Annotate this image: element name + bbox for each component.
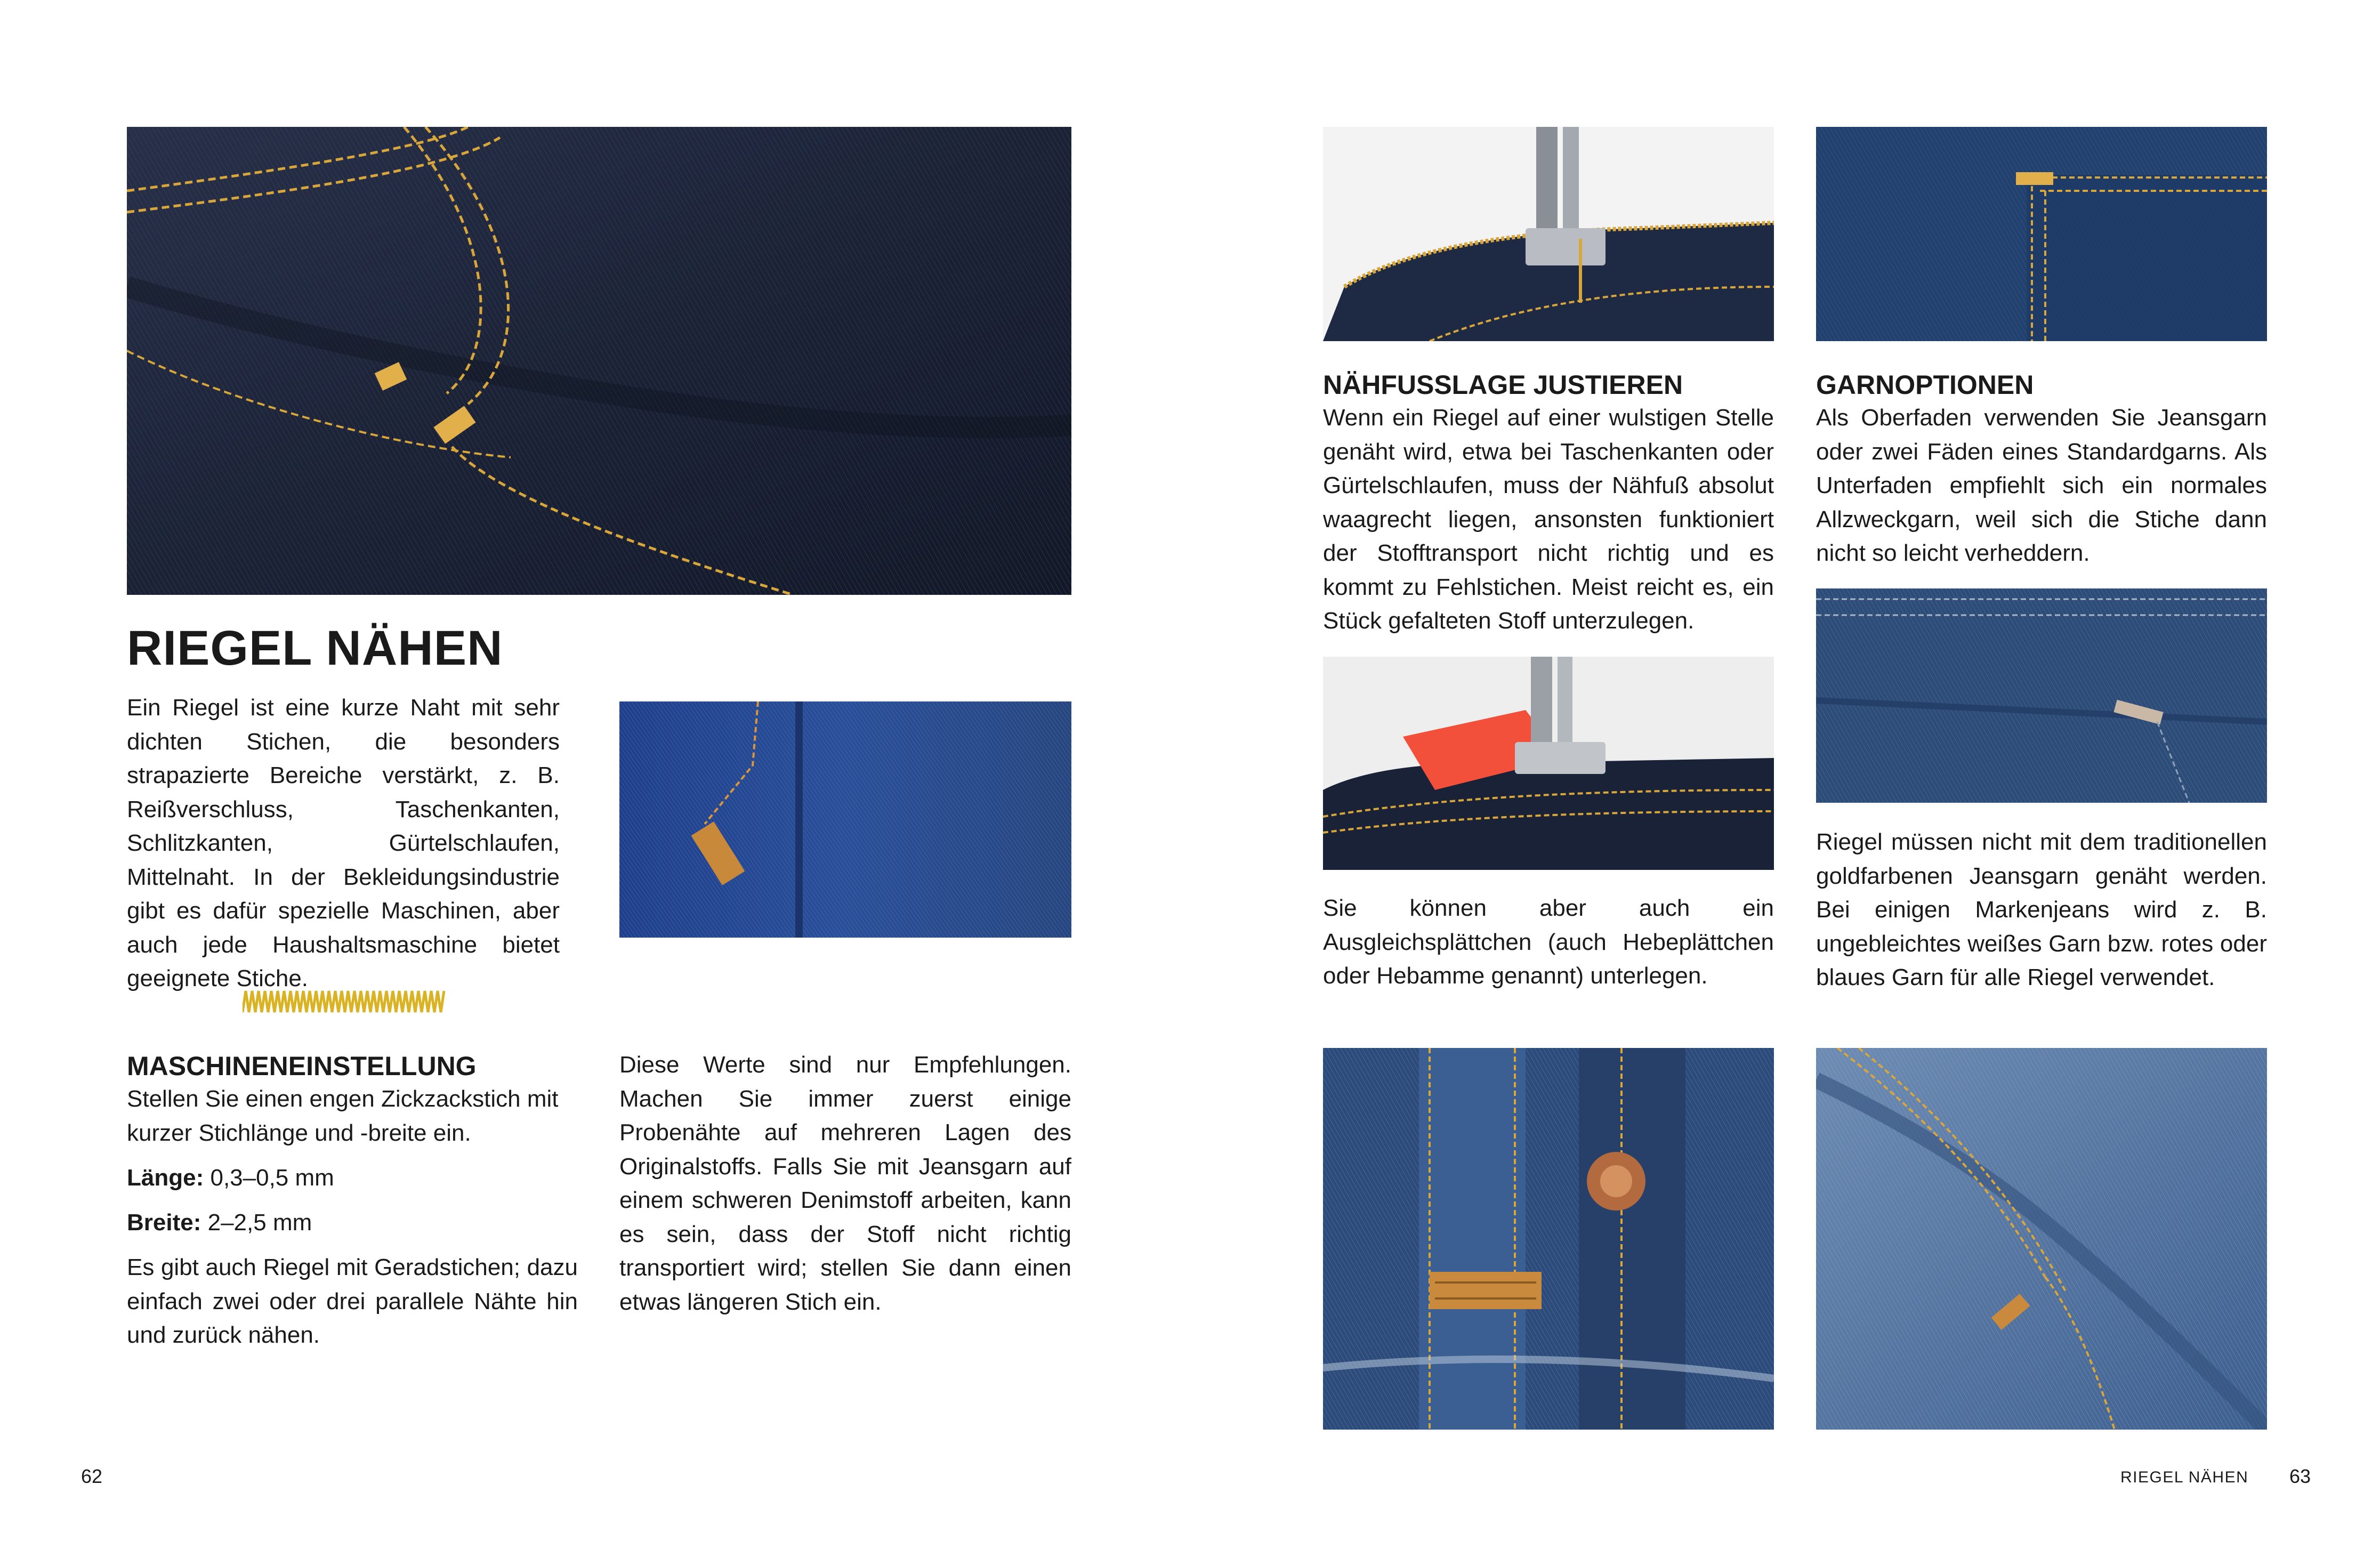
length-label: Länge:: [127, 1165, 204, 1191]
intro-paragraph: Ein Riegel ist eine kurze Naht mit sehr dichten Stichen, die besonders strapazierte Bereiche verstärkt, z. B. Reißverschluss, Taschenkanten, Schlitzkanten, Gürtelschlaufen, Mittelnaht. In der Bekleidungsindustrie gibt es dafür spezielle Maschinen, aber auch jede Haushaltsmaschine bietet geeignete Stiche.: [127, 695, 560, 991]
heading-presser-foot: NÄHFUSSLAGE JUSTIEREN: [1323, 370, 1683, 400]
yarn-options-text: Als Oberfaden verwenden Sie Jeansgarn oder zwei Fäden eines Standardgarns. Als Unterfaden empfiehlt sich ein normales Allzweckgarn, weil sich die Stiche dann nicht so leicht verheddern.: [1816, 405, 2267, 566]
photo-pocket-corner: [1816, 127, 2267, 341]
machine-settings-text: Stellen Sie einen engen Zickzackstich mit kurzer Stichlänge und -breite ein.: [127, 1086, 559, 1146]
straight-stitch-text: Es gibt auch Riegel mit Geradstichen; dazu einfach zwei oder drei parallele Nähte hin und zurück nähen.: [127, 1254, 578, 1348]
photo-leveling-plate: [1323, 657, 1774, 870]
heading-machine-settings: MASCHINENEINSTELLUNG: [127, 1051, 477, 1081]
length-spec: [127, 1161, 334, 1195]
leveling-plate-text: Sie können aber auch ein Ausgleichsplättchen (auch Hebeplättchen oder Hebamme genannt) unterlegen.: [1323, 895, 1774, 989]
yarn-color-text: Riegel müssen nicht mit dem traditionellen goldfarbenen Jeansgarn genäht werden. Bei einigen Markenjeans wird z. B. ungebleichtes weißes Garn bzw. rotes oder blaues Garn für alle Riegel verwendet.: [1816, 829, 2267, 990]
page-number-left: 62: [81, 1465, 103, 1487]
length-value: 0,3–0,5 mm: [210, 1165, 334, 1191]
photo-belt-loop-rivet: [1323, 1048, 1774, 1430]
width-label: Breite:: [127, 1209, 201, 1236]
photo-white-bartack: [1816, 588, 2267, 803]
running-head: RIEGEL NÄHEN: [2120, 1469, 2249, 1486]
heading-yarn-options: GARNOPTIONEN: [1816, 370, 2034, 400]
recommendation-text: Diese Werte sind nur Empfehlungen. Machen Sie immer zuerst einige Probenähte auf mehreren Lagen des Originalstoffs. Falls Sie mit Jeansgarn auf einem schweren Denimstoff arbeiten, kann es sein, dass der Stoff nicht richtig transportiert wird; stellen Sie dann einen etwas längeren Stich ein.: [619, 1052, 1071, 1315]
width-value: 2–2,5 mm: [207, 1209, 312, 1236]
zigzag-stitch-icon: [243, 987, 445, 1016]
hero-photo-dark-denim-bartack: [127, 127, 1071, 595]
page-number-right: 63: [2289, 1465, 2311, 1487]
page-title: RIEGEL NÄHEN: [127, 621, 503, 675]
photo-blue-denim-bartack: [619, 701, 1071, 938]
photo-presser-foot-on-denim: [1323, 127, 1774, 341]
photo-faded-denim-pocket: [1816, 1048, 2267, 1430]
width-spec: [127, 1206, 312, 1240]
presser-foot-text: Wenn ein Riegel auf einer wulstigen Stelle genäht wird, etwa bei Taschenkanten oder Gürtelschlaufen, muss der Nähfuß absolut waagrecht liegen, ansonsten funktioniert der Stofftransport nicht richtig und es kommt zu Fehlstichen. Meist reicht es, ein Stück gefalteten Stoff unterzulegen.: [1323, 405, 1774, 634]
